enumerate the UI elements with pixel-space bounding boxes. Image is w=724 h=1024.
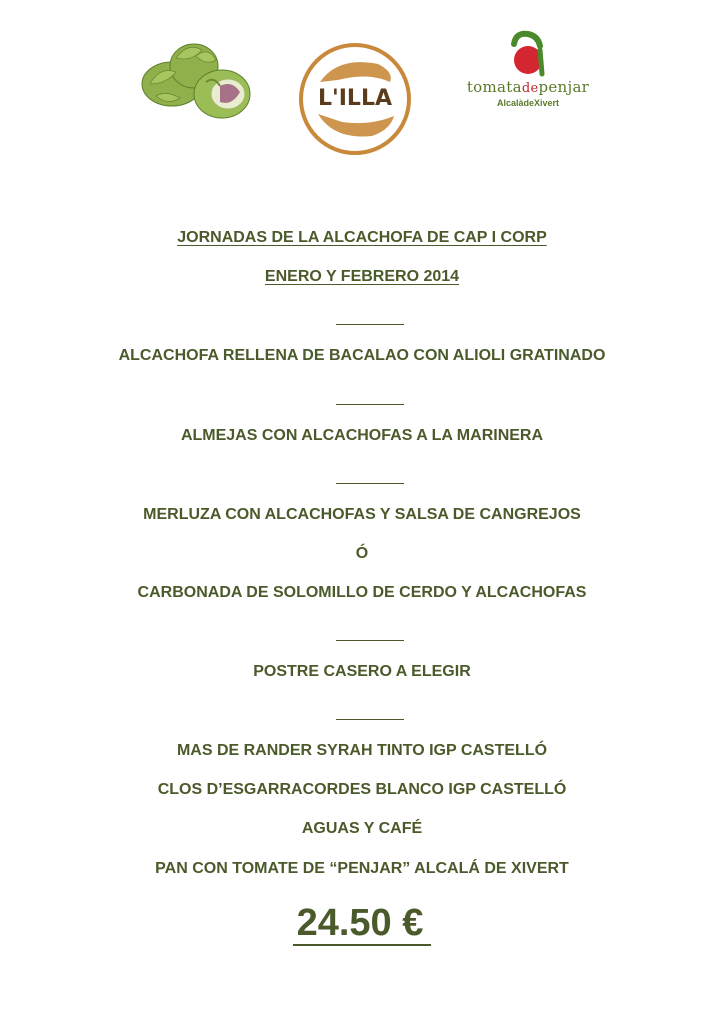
separator [336,483,404,484]
menu-dates: ENERO Y FEBRERO 2014 [264,268,460,285]
lilla-logo-text: L'ILLA [317,86,393,111]
separator [336,719,404,720]
wine-white: CLOS D’ESGARRACORDES BLANCO IGP CASTELLÓ [157,781,567,798]
tomata-de-penjar-logo [458,30,598,112]
menu-title: JORNADAS DE LA ALCACHOFA DE CAP I CORP [177,229,547,246]
artichoke-image [136,36,252,122]
tomata-word-b: de [521,81,539,96]
tomata-logo-subtitle: AlcalàdeXivert [496,98,560,108]
tomata-word-c: penjar [538,78,590,96]
dish-3: MERLUZA CON ALCACHOFAS Y SALSA DE CANGREJOS [143,506,581,523]
lilla-logo [298,42,412,156]
tomato-icon [504,30,552,78]
wine-red: MAS DE RANDER SYRAH TINTO IGP CASTELLÓ [176,742,548,759]
separator [336,404,404,405]
bread: PAN CON TOMATE DE “PENJAR” ALCALÁ DE XIVERT [155,860,569,877]
tomata-logo-wordmark [458,78,598,96]
logo-header [0,0,724,170]
dessert: POSTRE CASERO A ELEGIR [253,663,471,680]
separator [336,324,404,325]
drinks: AGUAS Y CAFÉ [301,820,423,837]
tomata-word-a: tomata [466,78,522,96]
dish-4: CARBONADA DE SOLOMILLO DE CERDO Y ALCACHOFAS [137,584,587,601]
separator [336,640,404,641]
or-label: Ó [355,545,369,562]
price-value: 24.50 € [293,902,432,946]
menu-price [0,902,724,945]
dish-1: ALCACHOFA RELLENA DE BACALAO CON ALIOLI GRATINADO [118,347,606,364]
dish-2: ALMEJAS CON ALCACHOFAS A LA MARINERA [180,427,544,444]
